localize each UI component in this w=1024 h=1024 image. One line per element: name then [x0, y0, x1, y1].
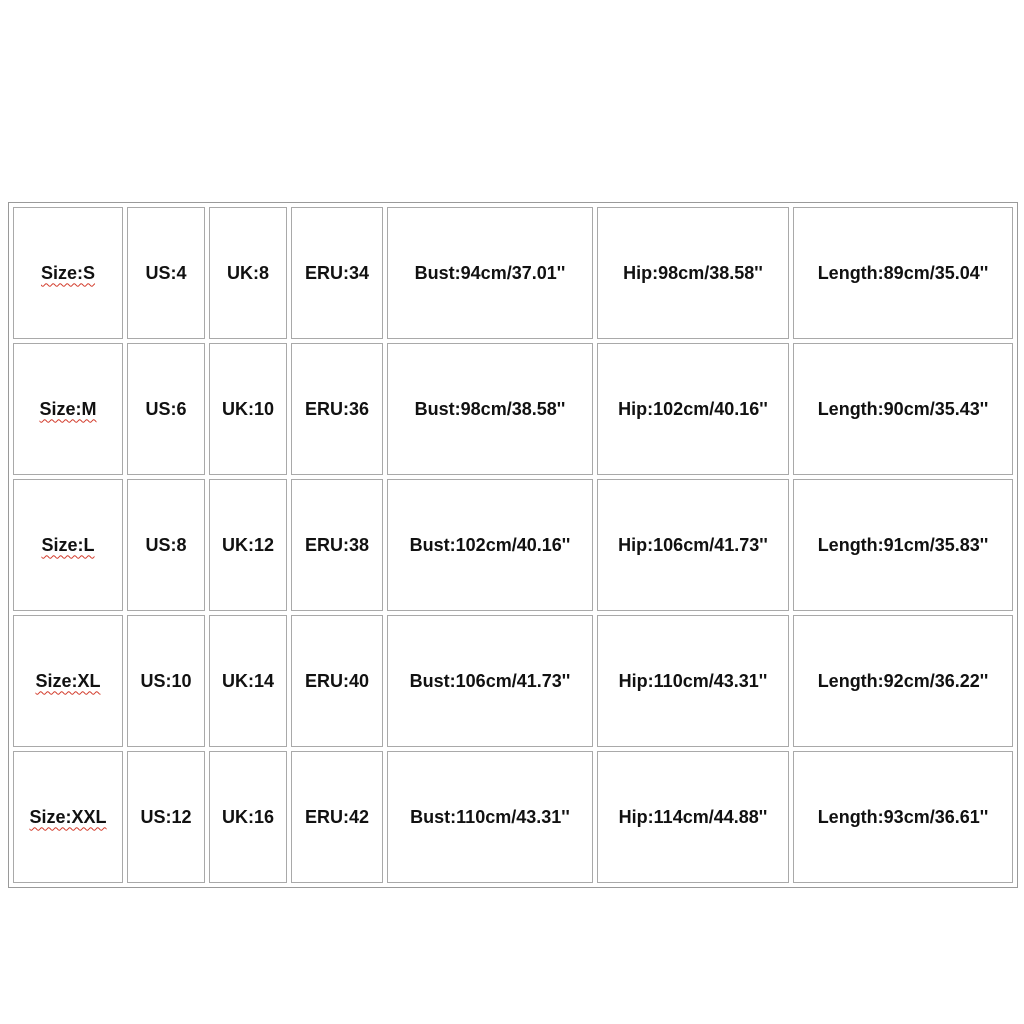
us-size-cell: US:8 [127, 479, 205, 611]
uk-size-cell: UK:8 [209, 207, 287, 339]
hip-cell: Hip:98cm/38.58'' [597, 207, 789, 339]
eu-size-cell: ERU:34 [291, 207, 383, 339]
length-cell: Length:90cm/35.43'' [793, 343, 1013, 475]
length-cell: Length:89cm/35.04'' [793, 207, 1013, 339]
size-cell [13, 751, 123, 883]
size-label: Size:XXL [29, 806, 107, 827]
size-label: Size:S [40, 262, 96, 283]
table-row [13, 615, 1013, 747]
size-label: Size:M [39, 398, 97, 419]
table-row [13, 343, 1013, 475]
size-chart-table [8, 202, 1018, 888]
hip-cell: Hip:114cm/44.88'' [597, 751, 789, 883]
uk-size-cell: UK:10 [209, 343, 287, 475]
eu-size-cell: ERU:42 [291, 751, 383, 883]
size-label: Size:L [41, 534, 95, 555]
bust-cell: Bust:98cm/38.58'' [387, 343, 593, 475]
length-cell: Length:93cm/36.61'' [793, 751, 1013, 883]
length-cell: Length:91cm/35.83'' [793, 479, 1013, 611]
size-cell [13, 615, 123, 747]
eu-size-cell: ERU:36 [291, 343, 383, 475]
bust-cell: Bust:102cm/40.16'' [387, 479, 593, 611]
size-cell [13, 207, 123, 339]
size-cell [13, 343, 123, 475]
us-size-cell: US:6 [127, 343, 205, 475]
us-size-cell: US:12 [127, 751, 205, 883]
eu-size-cell: ERU:40 [291, 615, 383, 747]
table-row [13, 751, 1013, 883]
us-size-cell: US:4 [127, 207, 205, 339]
length-cell: Length:92cm/36.22'' [793, 615, 1013, 747]
uk-size-cell: UK:12 [209, 479, 287, 611]
uk-size-cell: UK:16 [209, 751, 287, 883]
size-label: Size:XL [35, 670, 101, 691]
table-row [13, 207, 1013, 339]
eu-size-cell: ERU:38 [291, 479, 383, 611]
hip-cell: Hip:110cm/43.31'' [597, 615, 789, 747]
uk-size-cell: UK:14 [209, 615, 287, 747]
table-row [13, 479, 1013, 611]
bust-cell: Bust:94cm/37.01'' [387, 207, 593, 339]
us-size-cell: US:10 [127, 615, 205, 747]
hip-cell: Hip:102cm/40.16'' [597, 343, 789, 475]
hip-cell: Hip:106cm/41.73'' [597, 479, 789, 611]
bust-cell: Bust:110cm/43.31'' [387, 751, 593, 883]
size-cell [13, 479, 123, 611]
bust-cell: Bust:106cm/41.73'' [387, 615, 593, 747]
